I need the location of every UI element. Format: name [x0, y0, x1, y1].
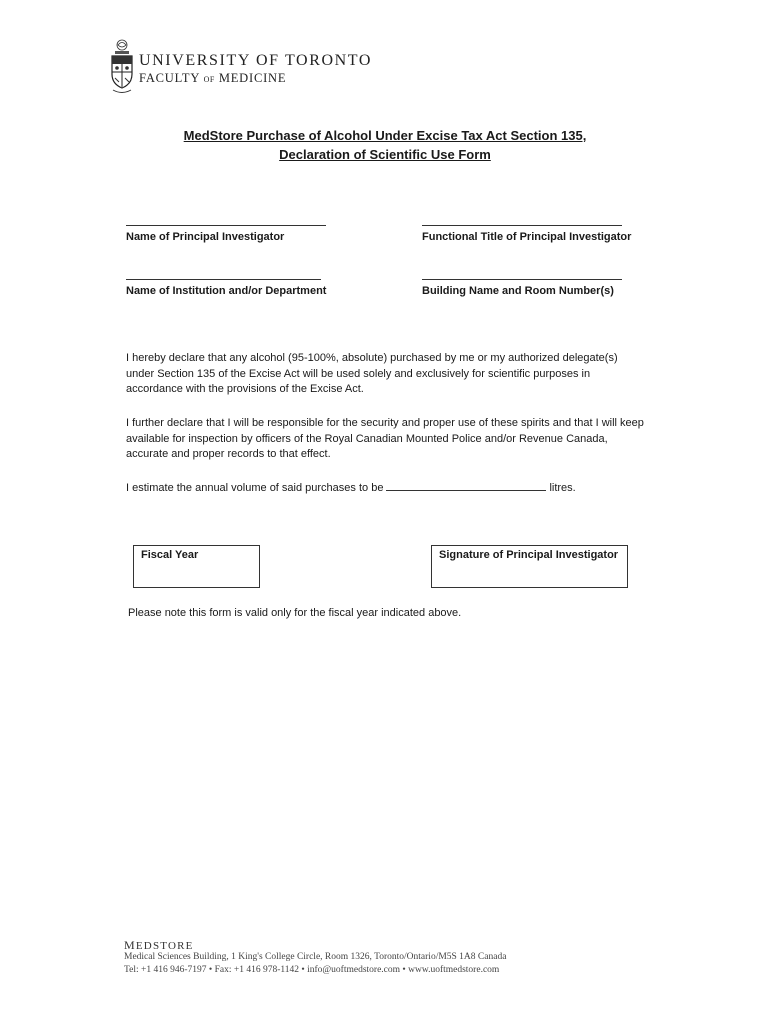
pi-name-line[interactable]: [126, 225, 326, 226]
responsibility-paragraph: I further declare that I will be responsible for the security and proper use of these spirits and that I will keep available for inspection by officers of the Royal Canadian Mounted Police and/or Revenue Canada, accurate and proper records to that effect.: [126, 417, 644, 460]
fiscal-year-label: Fiscal Year: [141, 549, 199, 561]
signature-box[interactable]: [431, 545, 628, 588]
building-label: Building Name and Room Number(s): [422, 285, 614, 297]
building-line[interactable]: [422, 279, 622, 280]
footer-brand-initial: M: [124, 938, 136, 952]
form-title-line1: MedStore Purchase of Alcohol Under Excise Tax Act Section 135,: [183, 128, 587, 143]
faculty-name: [139, 71, 286, 86]
litres-blank[interactable]: [386, 480, 546, 491]
faculty-prefix: FACULTY: [139, 71, 200, 85]
fiscal-year-box[interactable]: [133, 545, 260, 588]
footer-address: Medical Sciences Building, 1 King's College Circle, Room 1326, Toronto/Ontario/M5S 1A8 Canada: [124, 952, 507, 962]
pi-title-label: Functional Title of Principal Investigator: [422, 231, 632, 243]
signature-label: Signature of Principal Investigator: [439, 549, 619, 561]
institution-line[interactable]: [126, 279, 321, 280]
footer-contact: Tel: +1 416 946-7197 • Fax: +1 416 978-1142 • info@uoftmedstore.com • www.uoftmedstore.com: [124, 965, 500, 975]
pi-title-line[interactable]: [422, 225, 622, 226]
faculty-suffix: MEDICINE: [218, 71, 287, 85]
form-title-line2: Declaration of Scientific Use Form: [279, 147, 491, 162]
declaration-paragraph: I hereby declare that any alcohol (95-100%, absolute) purchased by me or my authorized delegate(s) under Section 135 of the Excise Act will be used solely and exclusively for scientific purposes in accordance with the provisions of the Excise Act.: [126, 352, 618, 395]
estimate-paragraph: [126, 480, 646, 497]
institution-label: Name of Institution and/or Department: [126, 285, 327, 297]
footer-brand: [124, 938, 194, 953]
estimate-suffix: litres.: [549, 482, 576, 494]
estimate-prefix: I estimate the annual volume of said purchases to be: [126, 482, 384, 494]
validity-note: Please note this form is valid only for the fiscal year indicated above.: [128, 607, 462, 619]
pi-name-label: Name of Principal Investigator: [126, 231, 285, 243]
university-name: UNIVERSITY OF TORONTO: [139, 52, 373, 69]
university-crest-icon: [110, 38, 134, 96]
faculty-of: OF: [203, 75, 215, 84]
footer-brand-rest: EDSTORE: [135, 940, 194, 952]
